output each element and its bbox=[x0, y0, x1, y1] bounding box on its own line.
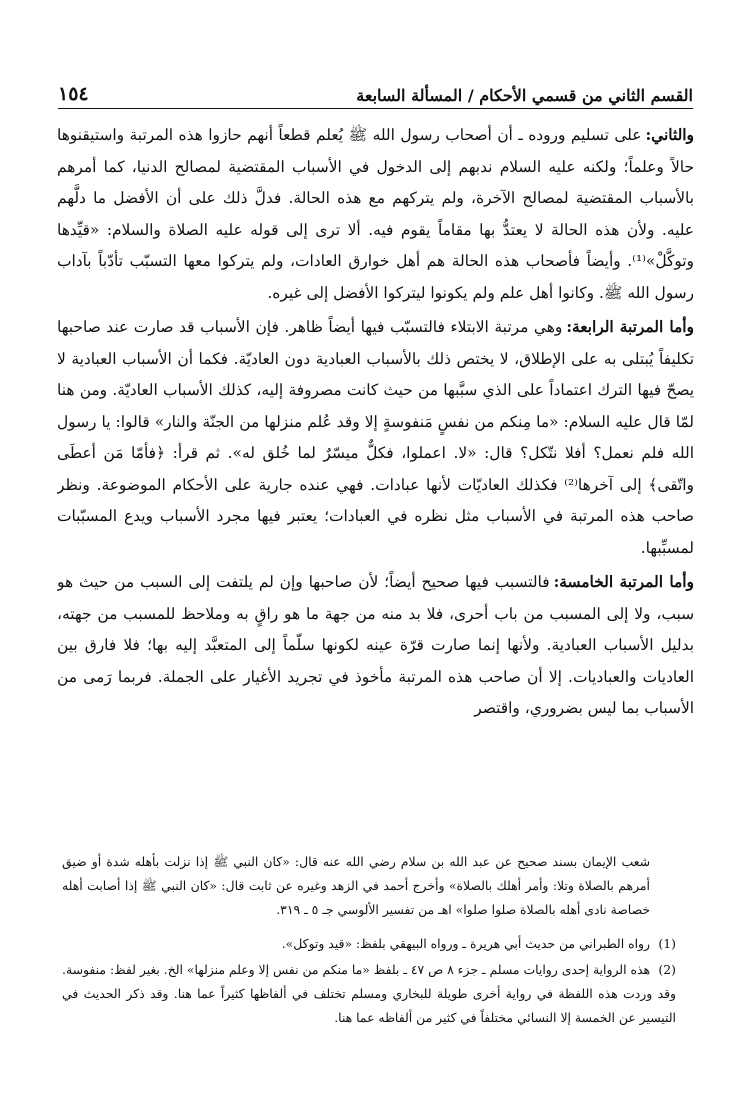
footnote-text: هذه الرواية إحدى روايات مسلم ـ جزء ٨ ص ٤٧ ـ بلفظ «ما منكم من نفس إلا وعلم منزلها» الخ. بغير لفظ: منفوسة. وقد وردت هذه اللفظة في رواية أخرى طويلة للبخاري ومسلم تختلف في ألفاظها كثيراً عما هنا. وقد ذكر الحديث في التيسير عن الخمسة إلا النسائي مختلفاً في كثير من ألفاظه عما هنا. bbox=[62, 962, 676, 1025]
paragraph bbox=[57, 120, 694, 309]
footnote-number: (1) bbox=[658, 936, 676, 951]
paragraph-text: فالتسبب فيها صحيح أيضاً؛ لأن صاحبها وإن لم يلتفت إلى السبب من حيث هو سبب، ولا إلى المسبب من باب أحرى، فلا بد منه من جهة ما هو راقٍ به وملاحظ للمسبب من جهته، بدليل الأسباب العبادية. ولأنها إنما صارت قرّة عينه لكونها سلّماً إلى المتعبَّد إليه بها؛ فلا فارق بين العاديات والعباديات. إلا أن صاحب هذه المرتبة مأخوذ في تجريد الأغيار على الجملة. فربما رَمى من الأسباب بما ليس بضروري، واقتصر bbox=[57, 573, 694, 717]
footnote-text: رواه الطبراني من حديث أبي هريرة ـ ورواه البيهقي بلفظ: «قيد وتوكل». bbox=[281, 936, 650, 951]
footnote-continuation: شعب الإيمان بسند صحيح عن عبد الله بن سلام رضي الله عنه قال: «كان النبي ﷺ إذا نزلت بأهله شدة أو ضيق أمرهم بالصلاة وتلا: وأمر أهلك بالصلاة» وأخرج أحمد في الزهد وغيره عن ثابت قال: «كان النبي ﷺ إذا أصابت أهله خصاصة نادى أهله بالصلاة صلوا صلوا» اهـ من تفسير الألوسي جـ ٥ ـ ٣١٩. bbox=[62, 854, 650, 917]
paragraph-lead: وأما المرتبة الخامسة: bbox=[553, 573, 694, 591]
footnote bbox=[62, 958, 676, 1030]
header-title: القسم الثاني من قسمي الأحكام / المسألة السابعة bbox=[356, 86, 693, 105]
paragraph-lead: والثاني: bbox=[645, 126, 694, 144]
footnote-gap bbox=[62, 924, 676, 932]
running-header bbox=[58, 78, 693, 109]
main-text bbox=[57, 120, 694, 842]
footnote bbox=[62, 932, 676, 956]
paragraph-lead: وأما المرتبة الرابعة: bbox=[566, 318, 694, 336]
paragraph-text: على تسليم وروده ـ أن أصحاب رسول الله ﷺ يُعلم قطعاً أنهم حازوا هذه المرتبة واستيقنوها حالاً وعلماً؛ ولكنه عليه السلام ندبهم إلى الدخول في الأسباب المقتضية لمصالح الدنيا، كما أمرهم بالأسباب المقتضية لمصالح الآخرة، ولم يتركهم مع هذه الحالة. فدلَّ ذلك على أن الأفضل ما دلَّهم عليه. ولأن هذه الحالة لا يعتدُّ بها مقاماً يقوم فيه. ألا ترى إلى قوله عليه الصلاة والسلام: «قيِّدها وتوكَّلْ»⁽¹⁾. وأيضاً فأصحاب هذه الحالة هم أهل خوارق العادات، ولم يتركوا معها التسبّب تأدّباً بآداب رسول الله ﷺ. وكانوا أهل علم ولم يكونوا ليتركوا الأفضل إلى غيره. bbox=[57, 126, 694, 302]
footnote-number: (2) bbox=[658, 962, 676, 977]
page-number: ١٥٤ bbox=[58, 83, 89, 105]
paragraph bbox=[57, 567, 694, 725]
paragraph bbox=[57, 312, 694, 564]
paragraph-text: وهي مرتبة الابتلاء فالتسبّب فيها أيضاً ظاهر. فإن الأسباب قد صارت عند صاحبها تكليفاً يُبتلى به على الإطلاق، لا يختص ذلك بالأسباب العبادية دون العاديّة. فكما أن الأسباب العبادية لا يصحّ فيها الترك اعتماداً على الذي سبَّبها من حيث كانت مصروفة إليه، كذلك الأسباب العاديّة. ومن هنا لمّا قال عليه السلام: «ما مِنكم من نفسٍ مَنفوسةٍ إلا وقد عُلم منزلها من الجنّة والنار» قالوا: يا رسول الله فلم نعمل؟ أفلا نتّكل؟ قال: «لا. اعملوا، فكلٌّ ميسّرٌ لما خُلق له». ثم قرأ: ﴿فأمّا مَن أعطَى واتّقى﴾ إلى آخرها⁽²⁾ فكذلك العاديّات لأنها عبادات. فهي عنده جارية على الأحكام الموضوعة. ونظر صاحب هذه المرتبة في الأسباب مثل نظره في العبادات؛ يعتبر فيها مجرد الأسباب ويدع المسبّبات لمسبِّبها. bbox=[57, 318, 694, 557]
footnotes bbox=[62, 850, 676, 1030]
